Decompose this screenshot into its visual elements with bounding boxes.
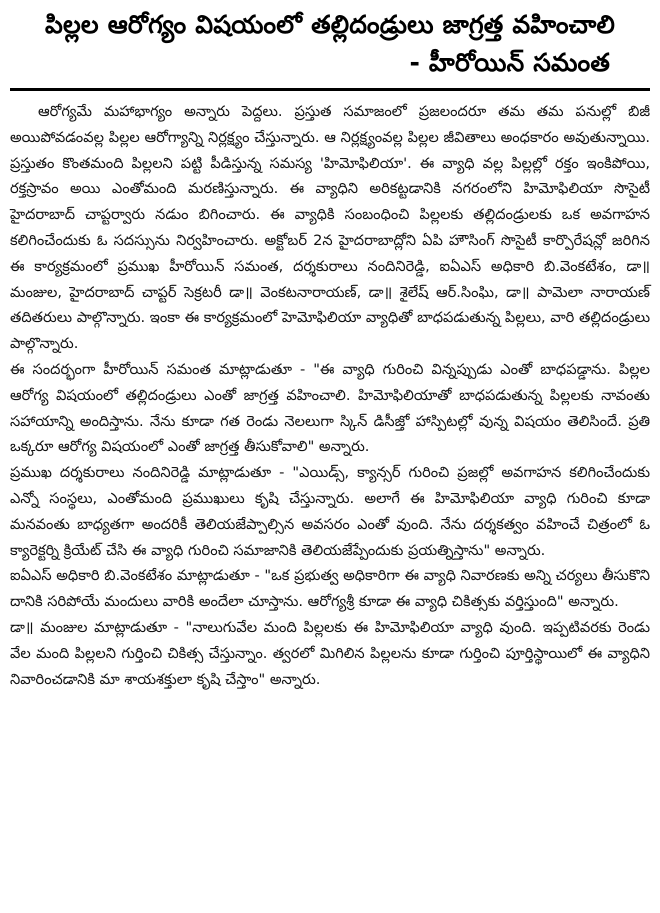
article-page — [0, 6, 660, 913]
article-paragraph-5: డా॥ మంజుల మాట్లాడుతూ - "నాలుగువేల మంది పిల్లలకు ఈ హిమోఫిలియా వ్యాధి వుంది. ఇప్పటివరకు రెండు వేల మంది పిల్లలని గుర్తించి చికిత్స చేస్తున్నాం. త్వరలో మిగిలిన పిల్లలను కూడా గుర్తించి పూర్తిస్థాయిలో ఈ వ్యాధిని నివారించడానికి మా శాయశక్తులా కృషి చేస్తాం" అన్నారు. — [10, 618, 650, 688]
headline-divider — [10, 88, 650, 91]
article-paragraph-1: ఆరోగ్యమే మహాభాగ్యం అన్నారు పెద్దలు. ప్రస్తుత సమాజంలో ప్రజలందరూ తమ తమ పనుల్లో బిజీ అయిపోవడంవల్ల పిల్లల ఆరోగ్యాన్ని నిర్లక్ష్యం చేస్తున్నారు. ఆ నిర్లక్ష్యంవల్ల పిల్లల జీవితాలు అంధకారం అవుతున్నాయి. ప్రస్తుతం కొంతమంది పిల్లలని పట్టి పీడిస్తున్న సమస్య 'హిమోఫిలియా'. ఈ వ్యాధి వల్ల పిల్లల్లో రక్తం ఇంకిపోయి, రక్తస్రావం అయి ఎంతోమంది మరణిస్తున్నారు. ఈ వ్యాధిని అరికట్టడానికి నగరంలోని హిమోఫిలియా సొసైటీ హైదరాబాద్ చాప్టర్వారు నడుం బిగించారు. ఈ వ్యాధికి సంబంధించి పిల్లలకు తల్లిదండ్రులకు ఒక అవగాహన కలిగించేందుకు ఓ సదస్సును నిర్వహించారు. అక్టోబర్ 2న హైదరాబాద్లోని ఏపి హౌసింగ్ సొసైటీ కార్పొరేషన్లో జరిగిన ఈ కార్యక్రమంలో ప్రముఖ హీరోయిన్ సమంత, దర్శకురాలు నందినిరెడ్డి, ఐఏఎస్ అధికారి బి.వెంకటేశం, డా॥ మంజుల, హైదరాబాద్ చాప్టర్ సెక్రటరీ డా॥ వెంకటనారాయణ్, డా॥ శైలేష్ ఆర్.సింఘి, డా॥ పామెలా నారాయణ్ తదితరులు పాల్గొన్నారు. ఇంకా ఈ కార్యక్రమంలో హెమోఫిలియా వ్యాధితో బాధపడుతున్న పిల్లలు, వారి తల్లిదండ్రులు పాల్గొన్నారు. — [10, 103, 650, 353]
headline-line-2: - హీరోయిన్ సమంత — [409, 48, 610, 77]
article-headline — [10, 6, 650, 82]
article-paragraph-2: ఈ సందర్భంగా హీరోయిన్ సమంత మాట్లాడుతూ - "ఈ వ్యాధి గురించి విన్నప్పుడు ఎంతో బాధపడ్డాను. పిల్లల ఆరోగ్య విషయంలో తల్లిదండ్రులు ఎంతో జాగ్రత్త వహించాలి. హిమోఫిలియాతో బాధపడుతున్న పిల్లలకు నావంతు సహాయాన్ని అందిస్తాను. నేను కూడా గత రెండు నెలలుగా స్కిన్ డిసీజ్తో హాస్పిటల్లో వున్న విషయం తెలిసిందే. ప్రతి ఒక్కరూ ఆరోగ్య విషయంలో ఎంతో జాగ్రత్త తీసుకోవాలి" అన్నారు. — [10, 360, 650, 456]
article-body — [10, 99, 650, 692]
headline-line-1: పిల్లల ఆరోగ్యం విషయంలో తల్లిదండ్రులు జాగ్రత్త వహించాలి — [44, 10, 616, 39]
article-paragraph-4: ఐఏఎస్ అధికారి బి.వెంకటేశం మాట్లాడుతూ - "ఒక ప్రభుత్వ అధికారిగా ఈ వ్యాధి నివారణకు అన్ని చర్యలు తీసుకొని దానికి సరిపోయే మందులు వారికి అందేలా చూస్తాను. ఆరోగ్యశ్రీ కూడా ఈ వ్యాధి చికిత్సకు వర్తిస్తుంది" అన్నారు. — [10, 567, 650, 611]
article-paragraph-3: ప్రముఖ దర్శకురాలు నందినిరెడ్డి మాట్లాడుతూ - "ఎయిడ్స్, క్యాన్సర్ గురించి ప్రజల్లో అవగాహన కలిగించేందుకు ఎన్నో సంస్థలు, ఎంతోమంది ప్రముఖులు కృషి చేస్తున్నారు. అలాగే ఈ హిమోఫిలియా వ్యాధి గురించి కూడా మనవంతు బాధ్యతగా అందరికీ తెలియజేప్పాల్సిన అవసరం ఎంతో వుంది. నేను దర్శకత్వం వహించే చిత్రంలో ఓ క్యారెక్టర్ని క్రియేట్ చేసి ఈ వ్యాధి గురించి సమాజానికి తెలియజేప్పేందుకు ప్రయత్నిస్తాను" అన్నారు. — [10, 464, 650, 559]
